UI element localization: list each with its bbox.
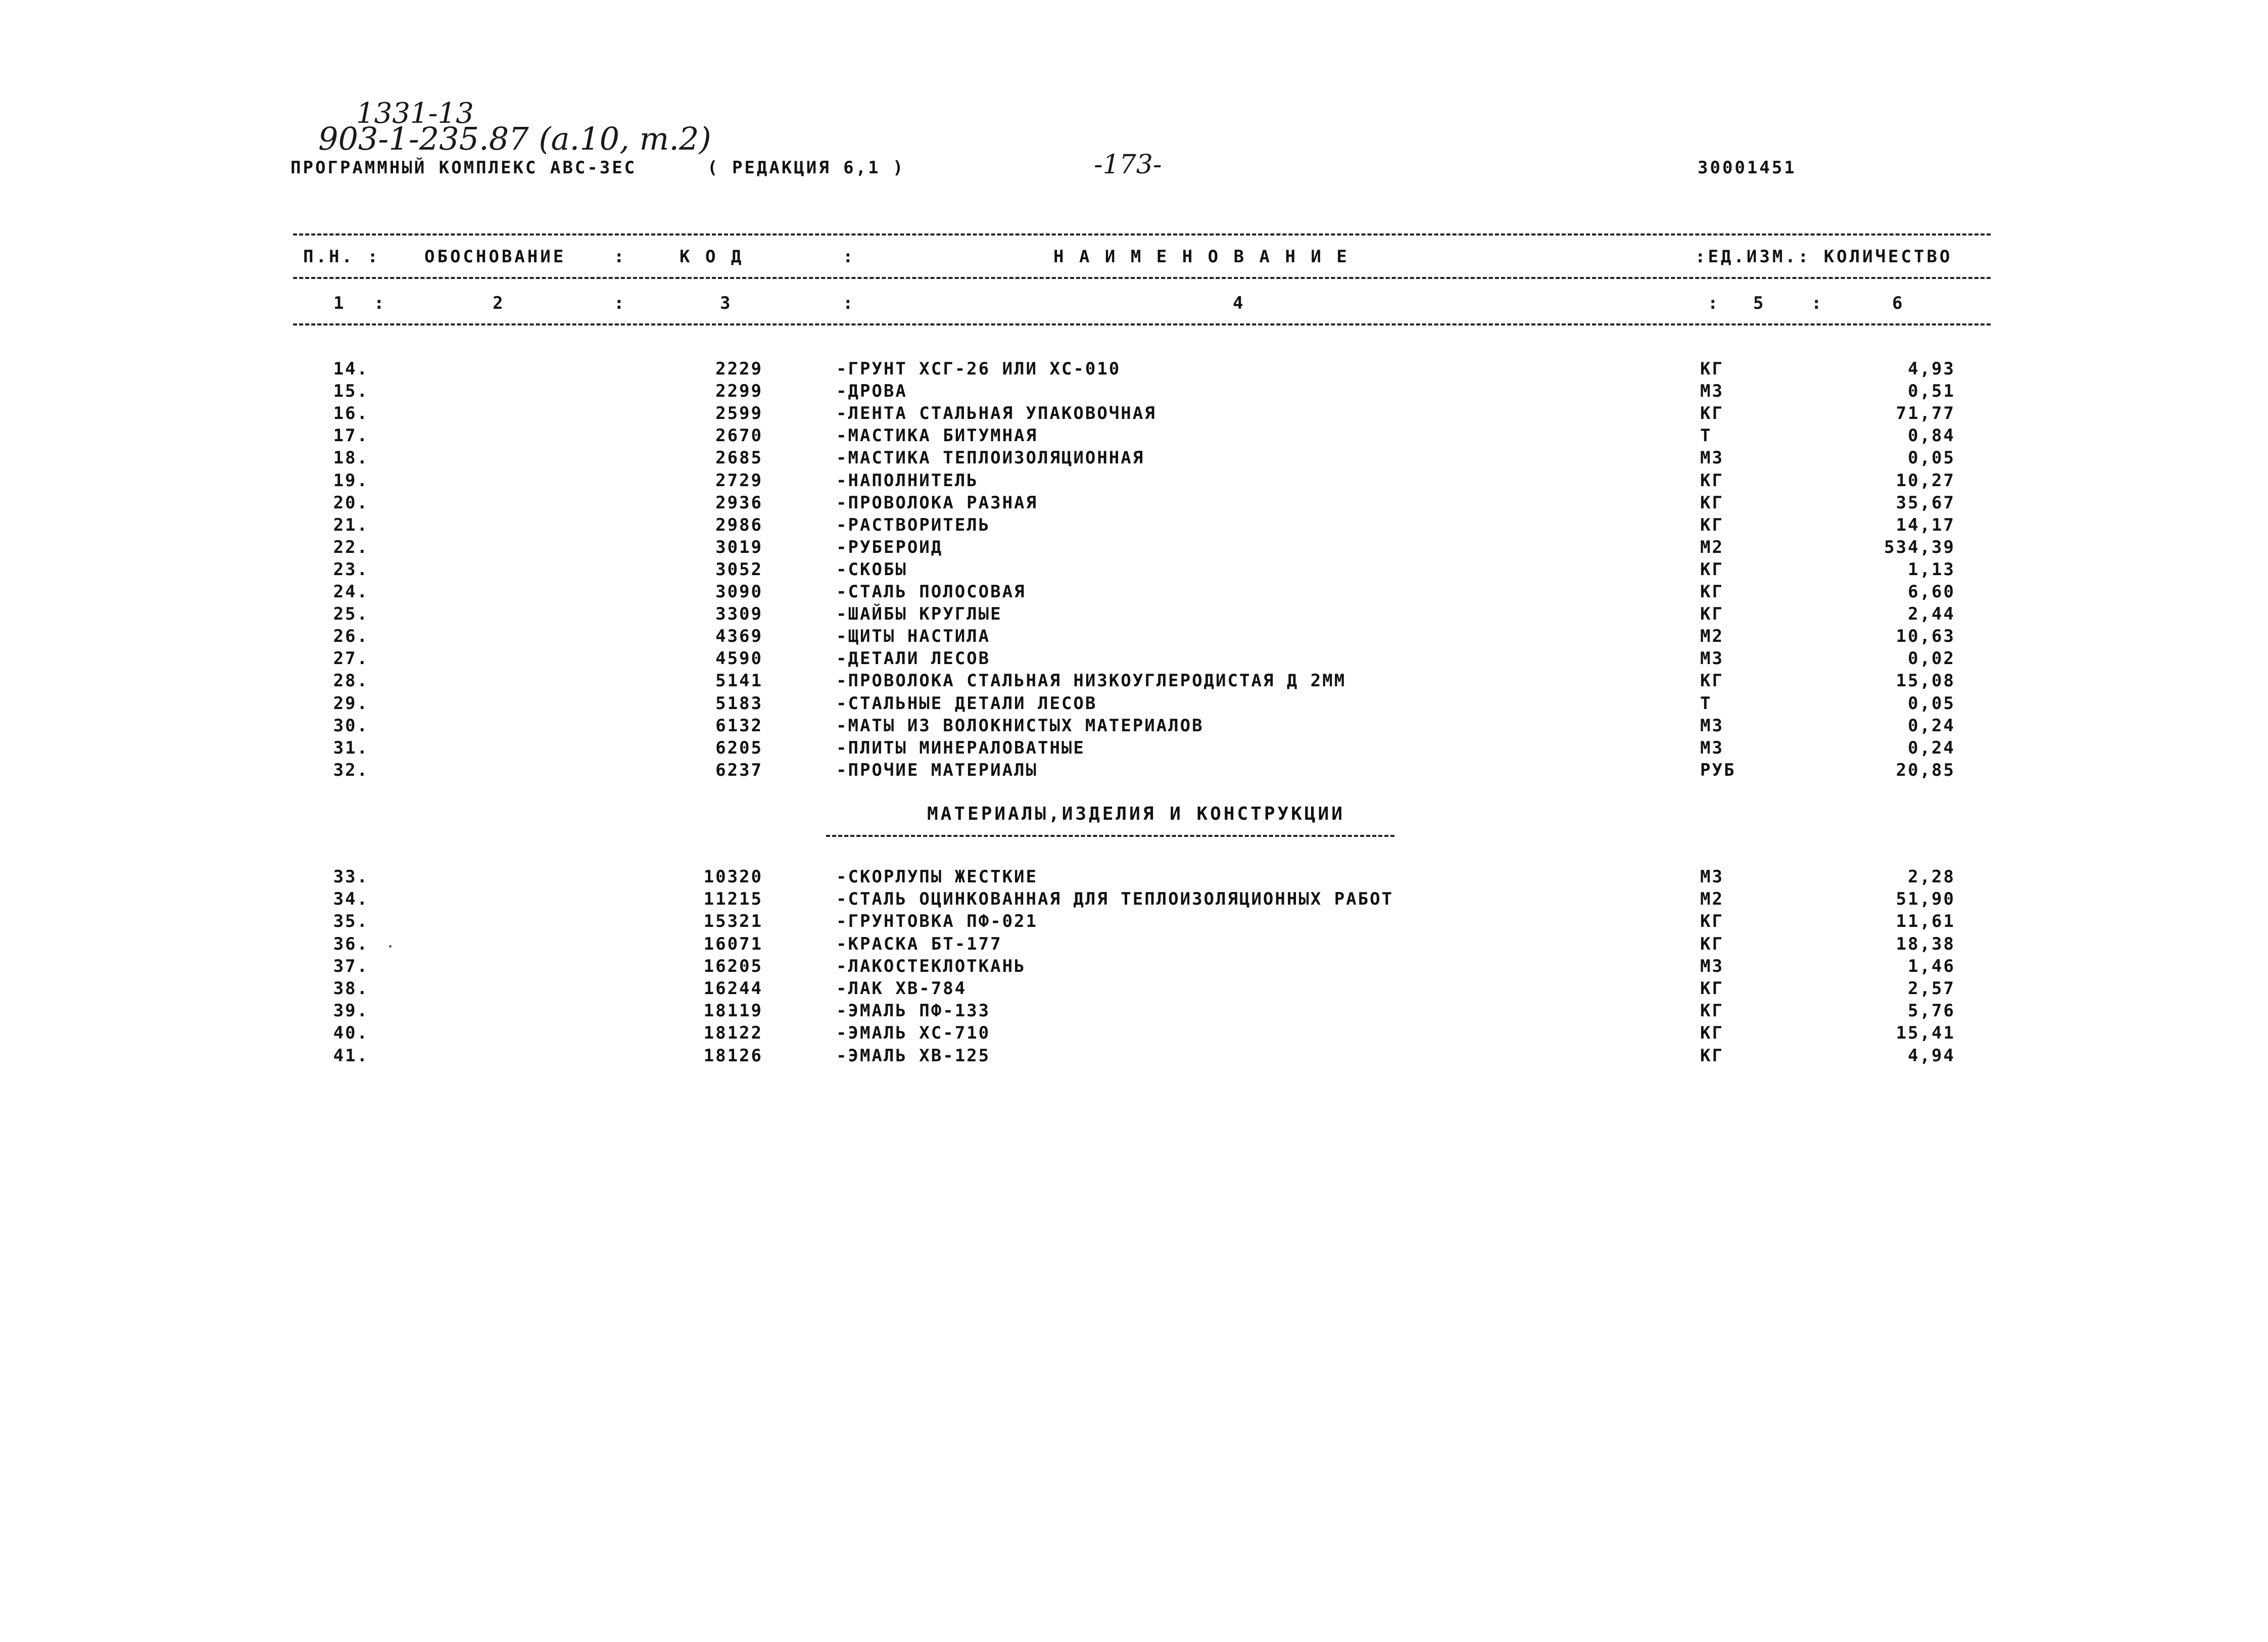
row-code: 2229 [715,359,763,379]
row-number: 27. [333,648,369,669]
row-name: -ГРУНТ ХСГ-26 ИЛИ ХС-010 [836,359,1121,379]
row-code: 6205 [715,737,763,758]
row-number: 24. [333,582,369,602]
row-number: 37. [333,956,369,976]
row-name: -РАСТВОРИТЕЛЬ [836,514,991,535]
row-quantity: 18,38 [1896,933,1955,954]
row-name: -ЩИТЫ НАСТИЛА [836,626,991,647]
column-header-name: Н А И М Е Н О В А Н И Е [1053,247,1349,267]
table-row [0,582,2268,604]
row-quantity: 20,85 [1896,760,1955,780]
row-code: 18122 [703,1023,763,1044]
row-quantity: 0,84 [1908,426,1955,446]
row-unit: КГ [1700,933,1724,954]
row-unit: КГ [1700,359,1724,379]
row-code: 3090 [715,582,763,602]
row-unit: М3 [1700,381,1724,402]
row-name: -ЭМАЛЬ ХВ-125 [836,1045,991,1066]
edition-label: ( РЕДАКЦИЯ 6,1 ) [707,158,905,178]
row-name: -ЛЕНТА СТАЛЬНАЯ УПАКОВОЧНАЯ [836,403,1156,424]
row-code: 16071 [703,933,763,954]
table-row [0,559,2268,582]
row-unit: Т [1700,426,1712,446]
row-code: 16244 [703,978,763,999]
row-name: -ПРОВОЛОКА РАЗНАЯ [836,492,1038,513]
column-header-code-sep: : [843,247,856,267]
row-name: -ЭМАЛЬ ПФ-133 [836,1001,991,1021]
column-header-basis: ОБОСНОВАНИЕ [424,247,566,267]
row-code: 4590 [715,648,763,669]
row-code: 5141 [715,671,763,691]
column-number-sep-5: : [1811,293,1824,313]
row-unit: КГ [1700,978,1724,999]
row-code: 6237 [715,760,763,780]
column-number-rule [293,323,1991,325]
row-unit: КГ [1700,514,1724,535]
table-top-rule [293,233,1991,236]
row-name: -МАТЫ ИЗ ВОЛОКНИСТЫХ МАТЕРИАЛОВ [836,715,1204,736]
column-number-sep-3: : [843,293,856,313]
row-unit: М2 [1700,537,1724,557]
row-number: 33. [333,867,369,887]
row-quantity: 5,76 [1908,1001,1955,1021]
row-quantity: 0,05 [1908,693,1955,714]
column-number-sep-1: : [374,293,387,313]
row-unit: М3 [1700,956,1724,976]
column-number-sep-2: : [614,293,627,313]
row-quantity: 2,57 [1908,978,1955,999]
table-row [0,934,2268,956]
row-number: 17. [333,426,369,446]
row-quantity: 4,93 [1908,359,1955,379]
program-title: ПРОГРАММНЫЙ КОМПЛЕКС АВС-3ЕС [291,158,637,178]
row-number: 38. [333,978,369,999]
table-row [0,381,2268,403]
row-unit: М3 [1700,648,1724,669]
column-header-basis-sep: : [614,247,627,267]
row-unit: КГ [1700,470,1724,491]
row-quantity: 4,94 [1908,1045,1955,1066]
row-name: -СТАЛЬ ОЦИНКОВАННАЯ ДЛЯ ТЕПЛОИЗОЛЯЦИОННЫХ РАБОТ [836,889,1394,910]
row-number: 31. [333,737,369,758]
table-row [0,693,2268,716]
header-divider-rule [293,277,1991,279]
row-number: 32. [333,760,369,780]
row-code: 18119 [703,1001,763,1021]
table-row [0,604,2268,626]
handwritten-ref-2: 903-1-235.87 (а.10, т.2) [318,120,711,157]
column-number-2: 2 [493,293,506,313]
row-unit: КГ [1700,559,1724,580]
row-name: -СТАЛЬ ПОЛОСОВАЯ [836,582,1026,602]
table-row [0,671,2268,693]
table-row [0,648,2268,671]
column-header-unit-qty: :ЕД.ИЗМ.: КОЛИЧЕСТВО [1695,247,1953,267]
row-number: 36. [333,933,369,954]
row-code: 2729 [715,470,763,491]
row-number: 18. [333,448,369,468]
row-number: 41. [333,1045,369,1066]
row-number: 15. [333,381,369,402]
row-name: -ШАЙБЫ КРУГЛЫЕ [836,604,1002,625]
row-quantity: 6,60 [1908,582,1955,602]
row-code: 15321 [703,911,763,932]
row-number: 26. [333,626,369,647]
row-code: 16205 [703,956,763,976]
table-row [0,471,2268,493]
row-number: 19. [333,470,369,491]
row-unit: М3 [1700,867,1724,887]
column-number-6: 6 [1892,293,1905,313]
row-number: 34. [333,889,369,910]
row-quantity: 10,63 [1896,626,1955,647]
table-row [0,448,2268,470]
row-quantity: 35,67 [1896,492,1955,513]
row-number: 22. [333,537,369,557]
row-name: -СКОРЛУПЫ ЖЕСТКИЕ [836,867,1038,887]
row-code: 4369 [715,626,763,647]
row-code: 6132 [715,715,763,736]
row-number: 29. [333,693,369,714]
table-row [0,359,2268,381]
table-row [0,956,2268,978]
row-unit: М2 [1700,889,1724,910]
row-number: 28. [333,671,369,691]
table-row [0,1046,2268,1068]
row-unit: РУБ [1700,760,1736,780]
row-name: -МАСТИКА БИТУМНАЯ [836,426,1038,446]
row-name: -ПРОВОЛОКА СТАЛЬНАЯ НИЗКОУГЛЕРОДИСТАЯ Д 2ММ [836,671,1346,691]
row-unit: М3 [1700,715,1724,736]
row-code: 10320 [703,867,763,887]
row-unit: КГ [1700,671,1724,691]
row-name: -КРАСКА БТ-177 [836,933,1002,954]
scan-speck [389,945,392,948]
column-header-num: П.Н. : [303,247,380,267]
row-unit: КГ [1700,1023,1724,1044]
row-code: 2299 [715,381,763,402]
row-number: 20. [333,492,369,513]
row-number: 23. [333,559,369,580]
row-name: -НАПОЛНИТЕЛЬ [836,470,979,491]
row-name: -ДЕТАЛИ ЛЕСОВ [836,648,991,669]
column-number-3: 3 [720,293,733,313]
row-name: -СКОБЫ [836,559,907,580]
row-quantity: 0,02 [1908,648,1955,669]
row-quantity: 15,41 [1896,1023,1955,1044]
row-name: -РУБЕРОИД [836,537,943,557]
table-row [0,1023,2268,1045]
row-code: 5183 [715,693,763,714]
row-quantity: 1,13 [1908,559,1955,580]
row-name: -ПЛИТЫ МИНЕРАЛОВАТНЫЕ [836,737,1085,758]
row-unit: М2 [1700,626,1724,647]
row-number: 35. [333,911,369,932]
section-rule [826,835,1394,837]
row-code: 3052 [715,559,763,580]
row-number: 16. [333,403,369,424]
table-row [0,626,2268,648]
row-number: 25. [333,604,369,625]
document-id: 30001451 [1698,158,1797,178]
row-quantity: 11,61 [1896,911,1955,932]
row-quantity: 51,90 [1896,889,1955,910]
table-row [0,537,2268,559]
row-unit: КГ [1700,403,1724,424]
section-title: МАТЕРИАЛЫ,ИЗДЕЛИЯ И КОНСТРУКЦИИ [927,804,1345,824]
row-quantity: 10,27 [1896,470,1955,491]
row-unit: КГ [1700,1045,1724,1066]
column-number-4: 4 [1233,293,1246,313]
row-code: 2936 [715,492,763,513]
row-unit: КГ [1700,492,1724,513]
table-row [0,515,2268,537]
row-name: -ЛАК ХВ-784 [836,978,967,999]
row-quantity: 1,46 [1908,956,1955,976]
row-code: 2986 [715,514,763,535]
row-unit: КГ [1700,582,1724,602]
row-number: 14. [333,359,369,379]
row-quantity: 0,51 [1908,381,1955,402]
row-code: 3019 [715,537,763,557]
table-row [0,978,2268,1001]
row-quantity: 0,24 [1908,715,1955,736]
row-quantity: 14,17 [1896,514,1955,535]
row-unit: М3 [1700,448,1724,468]
row-code: 11215 [703,889,763,910]
row-quantity: 0,24 [1908,737,1955,758]
row-quantity: 2,44 [1908,604,1955,625]
table-row [0,493,2268,515]
column-number-sep-4: : [1708,293,1721,313]
row-name: -ГРУНТОВКА ПФ-021 [836,911,1038,932]
row-code: 3309 [715,604,763,625]
table-row [0,1001,2268,1023]
row-quantity: 0,05 [1908,448,1955,468]
table-row [0,426,2268,448]
table-row [0,889,2268,911]
row-number: 39. [333,1001,369,1021]
row-number: 40. [333,1023,369,1044]
table-row [0,911,2268,933]
row-quantity: 534,39 [1884,537,1955,557]
row-unit: Т [1700,693,1712,714]
table-row [0,716,2268,738]
handwritten-ref-1: 1331-13 [356,97,474,130]
row-quantity: 71,77 [1896,403,1955,424]
row-unit: КГ [1700,604,1724,625]
row-unit: М3 [1700,737,1724,758]
table-row [0,867,2268,889]
row-unit: КГ [1700,911,1724,932]
row-name: -ДРОВА [836,381,907,402]
row-code: 18126 [703,1045,763,1066]
row-code: 2599 [715,403,763,424]
column-header-code: К О Д [680,247,744,267]
row-name: -ЭМАЛЬ ХС-710 [836,1023,991,1044]
row-name: -СТАЛЬНЫЕ ДЕТАЛИ ЛЕСОВ [836,693,1097,714]
table-row [0,738,2268,760]
column-number-1: 1 [333,293,347,313]
row-quantity: 2,28 [1908,867,1955,887]
column-number-5: 5 [1753,293,1766,313]
row-number: 21. [333,514,369,535]
row-name: -ПРОЧИЕ МАТЕРИАЛЫ [836,760,1038,780]
row-unit: КГ [1700,1001,1724,1021]
table-row [0,403,2268,426]
row-name: -МАСТИКА ТЕПЛОИЗОЛЯЦИОННАЯ [836,448,1145,468]
page-number: -173- [1094,150,1162,180]
row-name: -ЛАКОСТЕКЛОТКАНЬ [836,956,1026,976]
row-quantity: 15,08 [1896,671,1955,691]
row-code: 2685 [715,448,763,468]
row-code: 2670 [715,426,763,446]
table-row [0,760,2268,782]
row-number: 30. [333,715,369,736]
